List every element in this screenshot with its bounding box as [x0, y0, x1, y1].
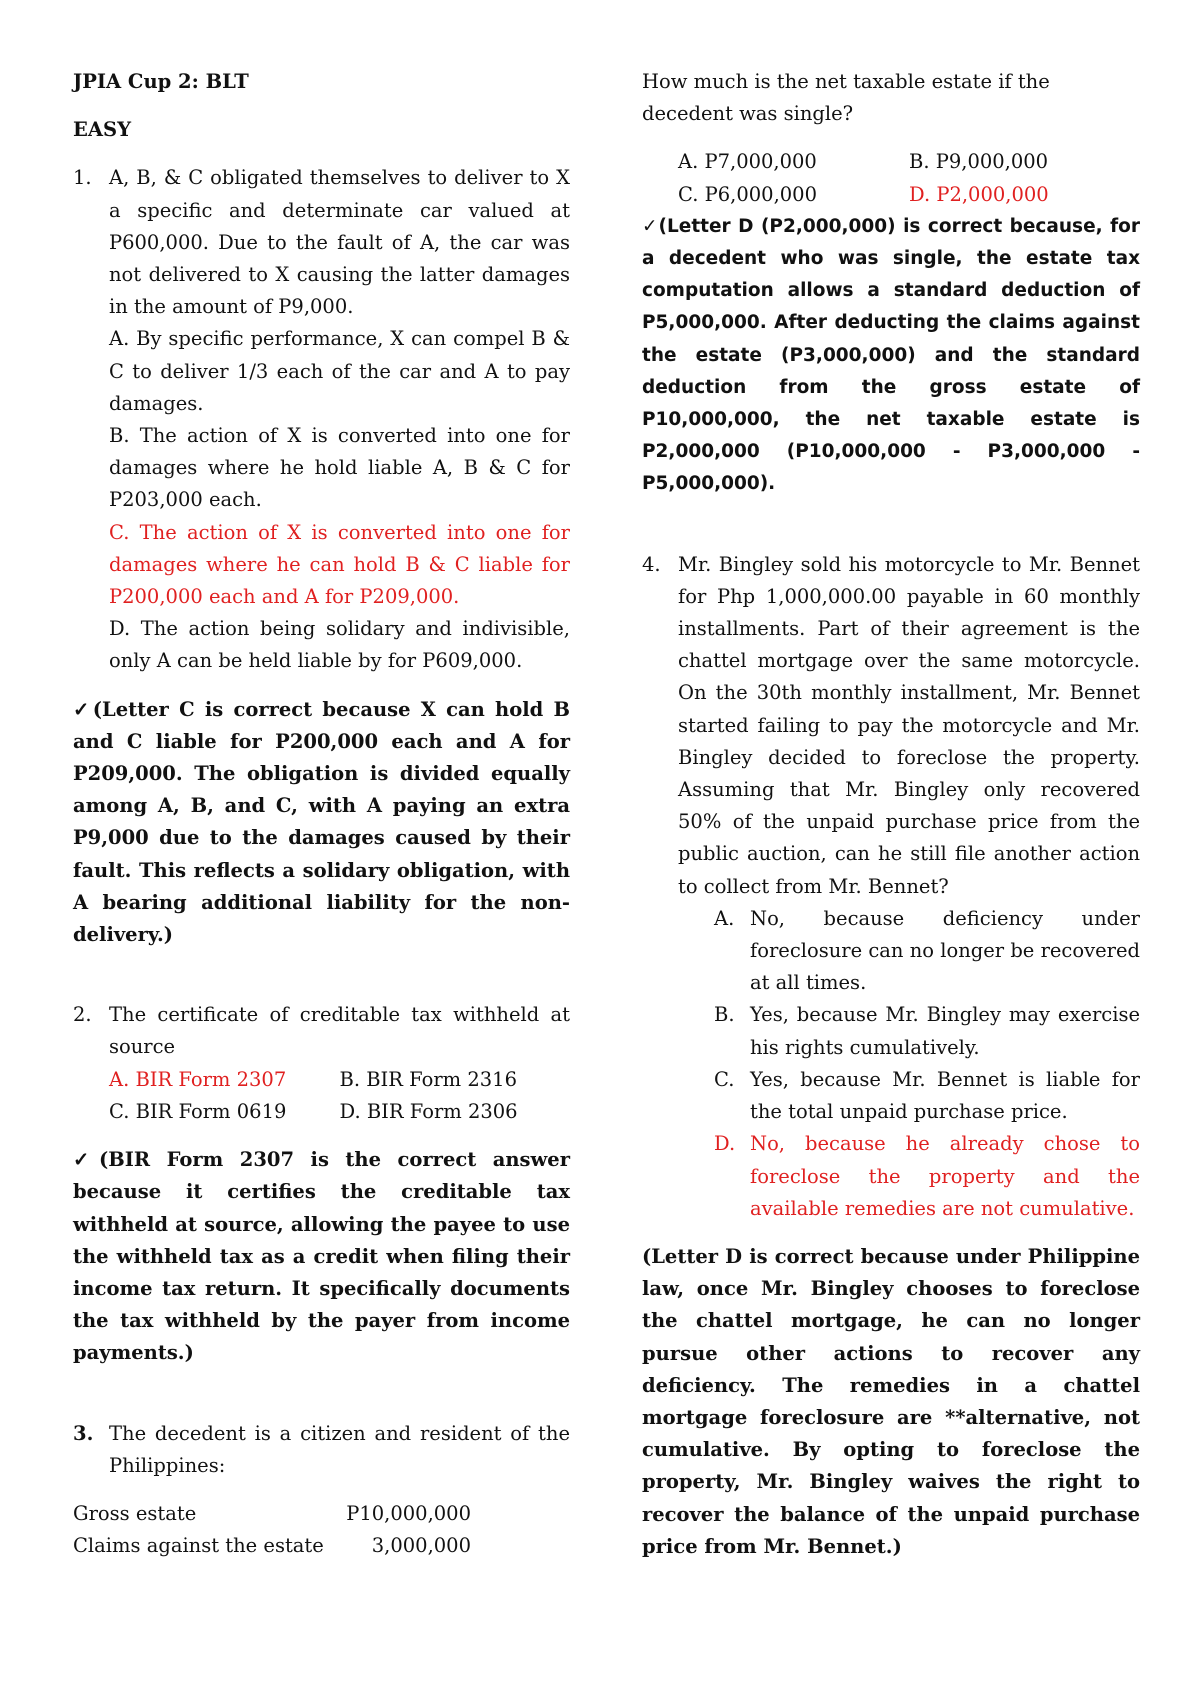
- row-value: 3,000,000: [371, 1534, 471, 1558]
- question-3-options: [642, 146, 1140, 210]
- option-b: B. P9,000,000: [909, 150, 1049, 174]
- question-number: 1.: [73, 166, 92, 190]
- left-column: [73, 66, 570, 1562]
- options-row: [109, 1064, 570, 1096]
- option-c: C. BIR Form 0619: [109, 1099, 287, 1123]
- option-c: [714, 1064, 1140, 1128]
- option-c-correct: C. The action of X is converted into one for damages where he can hold B & C liable for P200,000 each and A for P209,000.: [109, 520, 570, 609]
- option-a-correct: A. BIR Form 2307: [109, 1067, 287, 1091]
- option-d: D. BIR Form 2306: [339, 1099, 518, 1123]
- estate-row: [73, 1498, 570, 1530]
- section-heading: EASY: [73, 118, 131, 142]
- option-text: No, because he already chose to foreclose the property and the available remedies are not cumulative.: [750, 1132, 1140, 1220]
- option-letter: A.: [714, 906, 735, 930]
- option-letter: C.: [714, 1067, 735, 1091]
- question-number: 2.: [73, 1003, 92, 1027]
- question-1: [73, 162, 570, 677]
- question-text: The decedent is a citizen and resident of the Philippines:: [109, 1421, 570, 1477]
- options-row: [109, 1096, 570, 1128]
- explanation-4: (Letter D is correct because under Philippine law, once Mr. Bingley chooses to foreclose the chattel mortgage, he can no longer pursue other actions to recover any deficiency. The remedies in a chattel mortgage foreclosure are **alternative, not cumulative. By opting to foreclose the property, Mr. Bingley waives the right to recover the balance of the unpaid purchase price from Mr. Bennet.): [642, 1244, 1140, 1558]
- row-value: P10,000,000: [346, 1501, 471, 1525]
- question-3-prompt: How much is the net taxable estate if the decedent was single?: [642, 70, 1050, 126]
- option-a: A. By specific performance, X can compel B & C to deliver 1/3 each of the car and A to pay damages.: [109, 327, 570, 415]
- question-3: [73, 1418, 570, 1482]
- question-text: The certificate of creditable tax withheld at source: [109, 1003, 570, 1059]
- question-number: 3.: [73, 1421, 94, 1445]
- question-text: A, B, & C obligated themselves to deliver to X a specific and determinate car valued at P600,000. Due to the fault of A, the car was not delivered to X causing the latter damages in the amount of P9,000.: [109, 166, 570, 319]
- option-b: B. The action of X is converted into one for damages where he hold liable A, B & C for P203,000 each.: [109, 424, 570, 512]
- option-c: C. P6,000,000: [678, 182, 817, 206]
- option-d-correct: D. P2,000,000: [909, 182, 1049, 206]
- question-2: [73, 999, 570, 1128]
- question-text: Mr. Bingley sold his motorcycle to Mr. Bennet for Php 1,000,000.00 payable in 60 monthly installments. Part of their agreement is the chattel mortgage over the same motorcycle. On the 30th monthly installment, Mr. Bennet started failing to pay the motorcycle and Mr. Bingley decided to foreclose the property. Assuming that Mr. Bingley only recovered 50% of the unpaid purchase price from the public auction, can he still file another action to collect from Mr. Bennet?: [678, 552, 1140, 898]
- option-letter: B.: [714, 1003, 735, 1027]
- option-a: [714, 903, 1140, 1000]
- option-d: D. The action being solidary and indivisible, only A can be held liable by for P609,000.: [109, 617, 570, 673]
- options-row: [678, 146, 1140, 178]
- option-b: B. BIR Form 2316: [339, 1067, 517, 1091]
- option-d-correct: [714, 1128, 1140, 1225]
- explanation-2: ✓(BIR Form 2307 is the correct answer because it certifies the creditable tax withheld at source, allowing the payee to use the withheld tax as a credit when filing their income tax return. It specifically documents the tax withheld by the payer from income payments.): [73, 1148, 570, 1365]
- option-text: Yes, because Mr. Bennet is liable for the total unpaid purchase price.: [750, 1067, 1140, 1124]
- row-label: Gross estate: [73, 1501, 197, 1525]
- right-column: [642, 66, 1140, 1563]
- document-title: JPIA Cup 2: BLT: [73, 70, 249, 93]
- row-label: Claims against the estate: [73, 1534, 324, 1558]
- explanation-1: ✓(Letter C is correct because X can hold B and C liable for P200,000 each and A for P209,000. The obligation is divided equally among A, B, and C, with A paying an extra P9,000 due to the damages caused by their fault. This reflects a solidary obligation, with A bearing additional liability for the non-delivery.): [73, 697, 570, 947]
- option-letter: D.: [714, 1132, 736, 1156]
- option-b: [714, 999, 1140, 1063]
- options-row: [678, 179, 1140, 211]
- options-list: [678, 903, 1140, 1225]
- explanation-3: ✓(Letter D (P2,000,000) is correct because, for a decedent who was single, the estate tax computation allows a standard deduction of P5,000,000. After deducting the claims against the estate (P3,000,000) and the standard deduction from the gross estate of P10,000,000, the net taxable estate is P2,000,000 (P10,000,000 - P3,000,000 - P5,000,000).: [642, 215, 1140, 495]
- option-text: No, because deficiency under foreclosure can no longer be recovered at all times.: [750, 906, 1140, 995]
- option-a: A. P7,000,000: [678, 150, 817, 174]
- option-text: Yes, because Mr. Bingley may exercise his rights cumulatively.: [750, 1003, 1140, 1059]
- estate-row: [73, 1530, 570, 1562]
- estate-table: [73, 1498, 570, 1562]
- question-number: 4.: [642, 552, 661, 576]
- question-4: [642, 549, 1140, 1225]
